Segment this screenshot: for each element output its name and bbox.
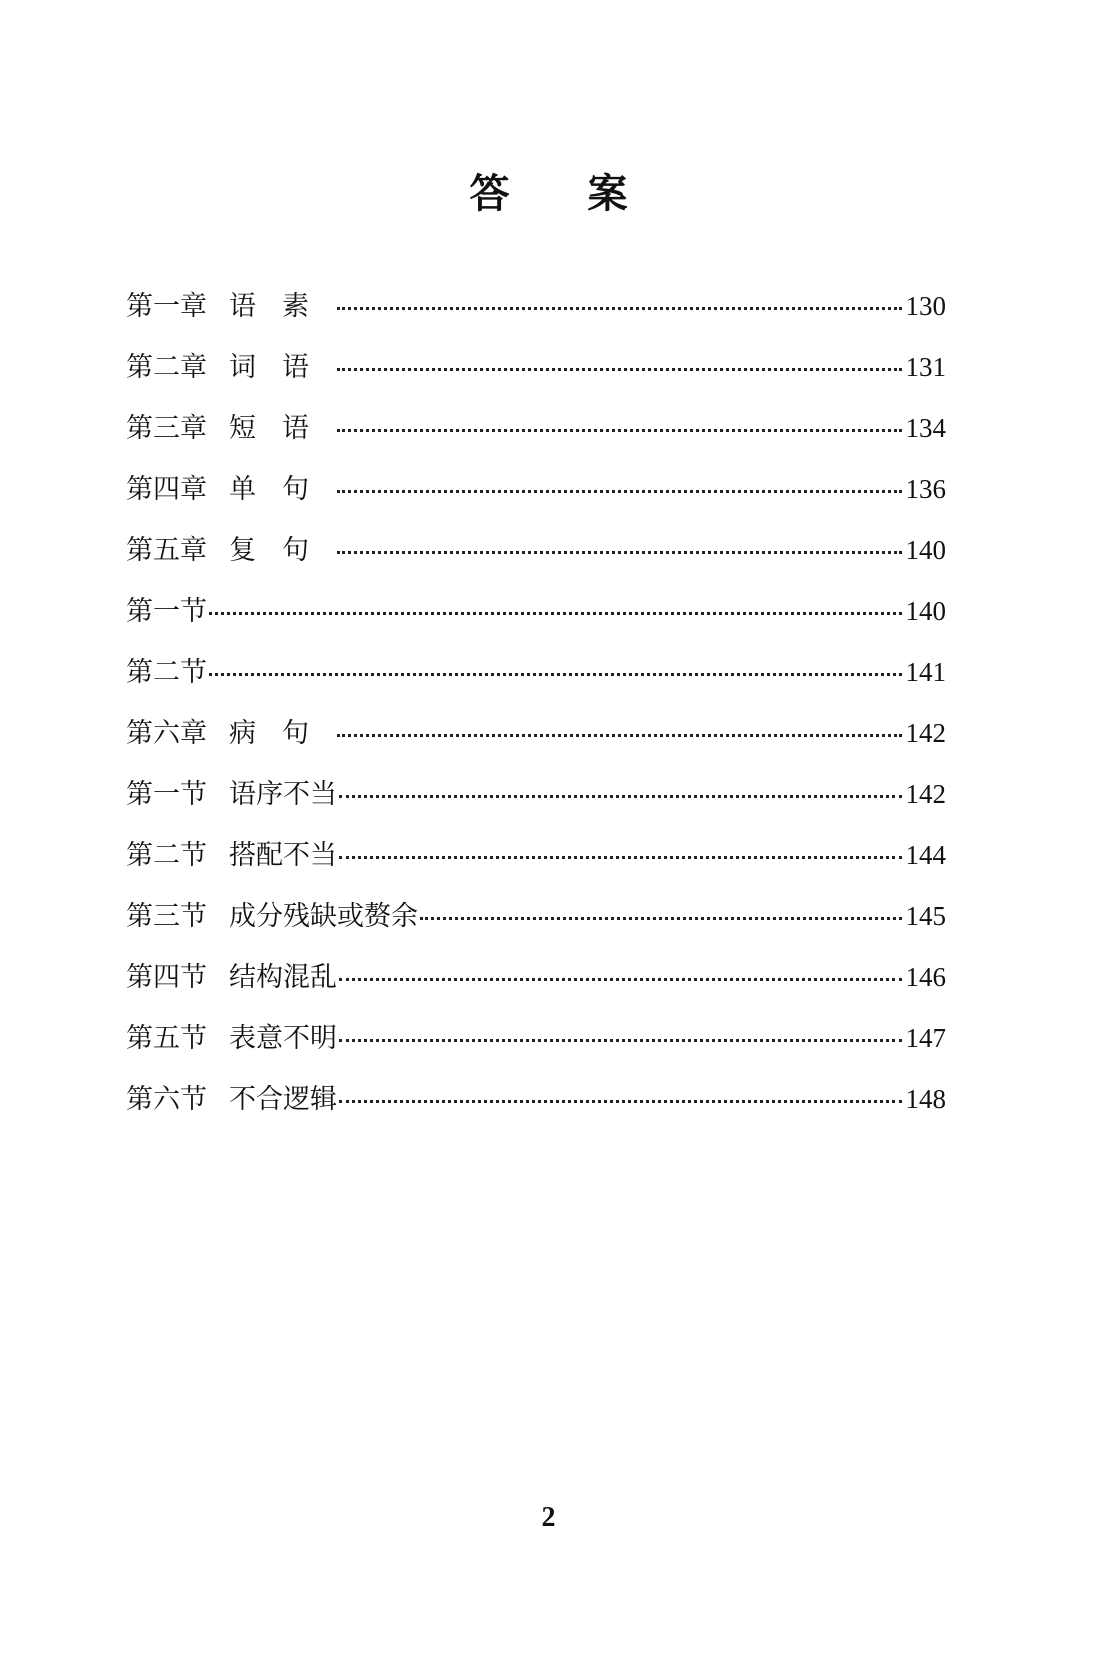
toc-entry-chapter-1[interactable] [126,290,946,351]
toc-entry-chapter-4[interactable] [126,473,946,534]
toc-entry-title: 短语 [229,413,335,444]
toc-entry-label: 第六章 [126,718,207,749]
toc-entry-page: 142 [905,718,946,748]
toc-entry-page: 136 [905,474,946,504]
toc-entry-title: 语素 [229,291,335,322]
page-number: 2 [541,1502,556,1533]
toc-entry-chapter-6[interactable] [126,717,946,778]
toc-entry-label: 第五章 [126,535,207,566]
toc-entry-page: 131 [905,352,946,382]
toc-entry-page: 140 [905,596,946,626]
dot-leader [339,856,902,859]
toc-entry-section-6-1[interactable] [126,778,946,839]
toc-entry-page: 148 [905,1084,946,1114]
toc-entry-title: 成分残缺或赘余 [229,901,418,932]
toc-entry-label: 第一节 [126,779,207,810]
toc-entry-label: 第二节 [126,840,207,871]
page-title: 答 案 [469,171,660,217]
toc-entry-section-6-2[interactable] [126,839,946,900]
toc-entry-page: 146 [905,962,946,992]
toc-entry-section-6-4[interactable] [126,961,946,1022]
toc-entry-section-5-2[interactable] [126,656,946,717]
toc-entry-section-6-3[interactable] [126,900,946,961]
dot-leader [337,490,902,493]
dot-leader [339,1039,902,1042]
toc-entry-label: 第三章 [126,413,207,444]
dot-leader [337,307,902,310]
dot-leader [337,429,902,432]
toc-entry-label: 第六节 [126,1084,207,1115]
toc-entry-title: 词语 [229,352,335,383]
toc-entry-page: 130 [905,291,946,321]
toc-entry-label: 第四章 [126,474,207,505]
toc-entry-page: 140 [905,535,946,565]
toc-entry-label: 第三节 [126,901,207,932]
dot-leader [339,1100,902,1103]
dot-leader [337,734,902,737]
toc-entry-label: 第二章 [126,352,207,383]
toc-entry-title: 复句 [229,535,335,566]
dot-leader [339,795,902,798]
dot-leader [337,368,902,371]
toc-entry-page: 145 [905,901,946,931]
toc-entry-page: 142 [905,779,946,809]
dot-leader [337,551,902,554]
toc-entry-label: 第二节 [126,657,207,688]
dot-leader [339,978,902,981]
toc-entry-title: 不合逻辑 [229,1084,337,1115]
toc-entry-chapter-2[interactable] [126,351,946,412]
toc-entry-title: 病句 [229,718,335,749]
dot-leader [209,612,902,615]
toc-entry-label: 第五节 [126,1023,207,1054]
toc-entry-page: 134 [905,413,946,443]
toc-entry-section-6-6[interactable] [126,1083,946,1144]
toc-entry-section-5-1[interactable] [126,595,946,656]
toc-entry-page: 141 [905,657,946,687]
toc-entry-title: 单句 [229,474,335,505]
toc-entry-page: 147 [905,1023,946,1053]
toc-entry-label: 第四节 [126,962,207,993]
toc-entry-label: 第一节 [126,596,207,627]
toc-entry-title: 语序不当 [229,779,337,810]
toc-entry-title: 搭配不当 [229,840,337,871]
toc-entry-page: 144 [905,840,946,870]
dot-leader [420,917,902,920]
toc-entry-title: 结构混乱 [229,962,337,993]
table-of-contents [126,290,946,1144]
dot-leader [209,673,902,676]
toc-entry-title: 表意不明 [229,1023,337,1054]
toc-entry-chapter-5[interactable] [126,534,946,595]
toc-entry-section-6-5[interactable] [126,1022,946,1083]
toc-entry-label: 第一章 [126,291,207,322]
toc-entry-chapter-3[interactable] [126,412,946,473]
